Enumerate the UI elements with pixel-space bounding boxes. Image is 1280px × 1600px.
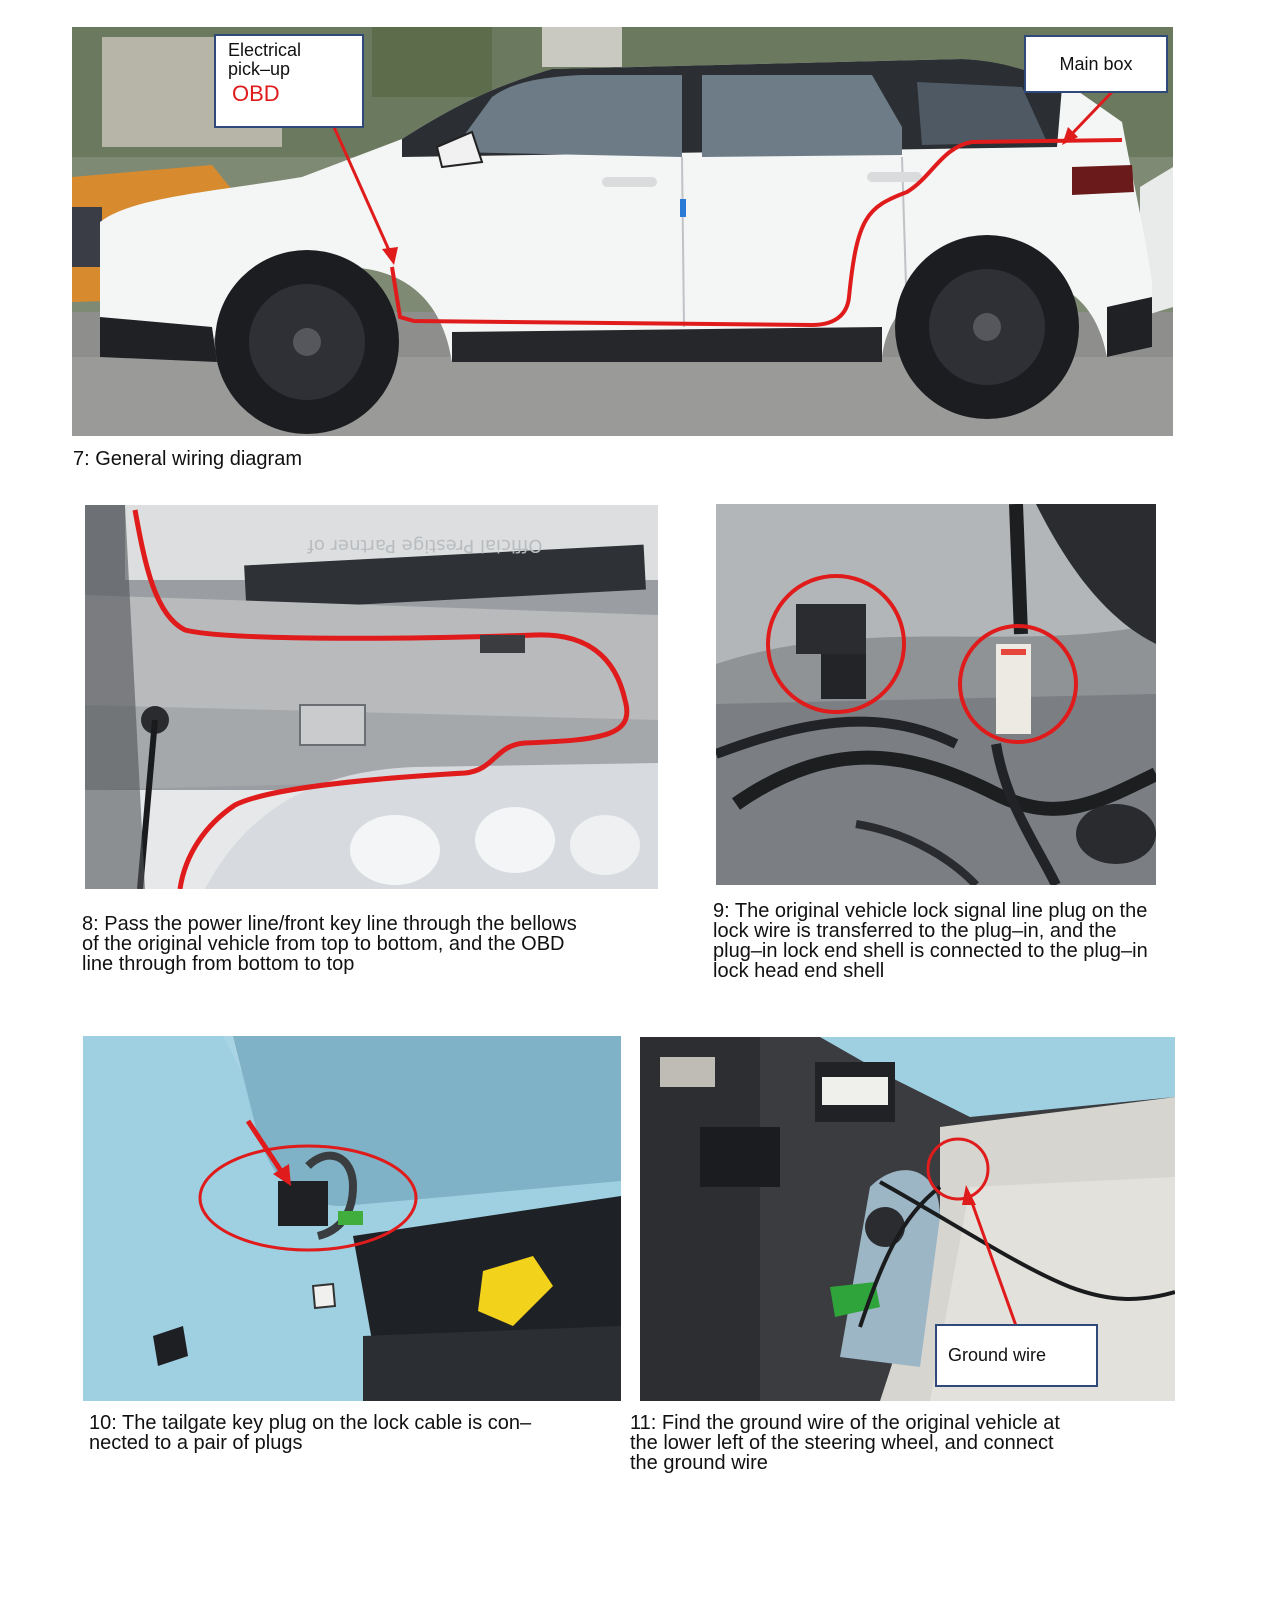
caption-fig8-line1: 8: Pass the power line/front key line through the bellows (82, 913, 577, 935)
caption-fig11-line2: the lower left of the steering wheel, and connect (630, 1432, 1054, 1454)
caption-fig9-line1: 9: The original vehicle lock signal line plug on the (713, 900, 1148, 922)
caption-fig8-line2: of the original vehicle from top to bottom, and the OBD (82, 933, 565, 955)
watermark-text: Official Prestige Partner of (307, 535, 543, 556)
main-box-label: Main box (1059, 53, 1133, 74)
caption-fig9 (713, 901, 1148, 981)
ground-wire-callout (935, 1324, 1098, 1387)
ground-wire-label: Ground wire (948, 1345, 1047, 1365)
obd-callout (214, 34, 364, 128)
caption-fig8-line3: line through from bottom to top (82, 953, 355, 975)
obd-callout-line1: Electrical (228, 40, 302, 60)
obd-callout-line2: pick–up (228, 59, 291, 79)
caption-fig10 (89, 1413, 531, 1453)
caption-fig9-line4: lock head end shell (713, 960, 885, 982)
bellows-routing-photo (85, 505, 658, 889)
lock-signal-plug-photo (716, 504, 1156, 885)
tailgate-plug-photo (83, 1036, 621, 1401)
caption-fig8 (82, 914, 577, 974)
obd-callout-tag: OBD (232, 81, 280, 106)
caption-fig10-line1: 10: The tailgate key plug on the lock cable is con– (89, 1412, 532, 1434)
caption-fig11-line1: 11: Find the ground wire of the original vehicle at (630, 1412, 1060, 1434)
caption-fig11-line3: the ground wire (630, 1452, 768, 1474)
caption-fig9-line3: plug–in lock end shell is connected to the plug–in (713, 940, 1148, 962)
caption-fig9-line2: lock wire is transferred to the plug–in, and the (713, 920, 1117, 942)
caption-fig7: 7: General wiring diagram (73, 448, 302, 470)
caption-fig10-line2: nected to a pair of plugs (89, 1432, 303, 1454)
caption-fig11 (630, 1413, 1060, 1473)
main-box-callout (1024, 35, 1168, 93)
